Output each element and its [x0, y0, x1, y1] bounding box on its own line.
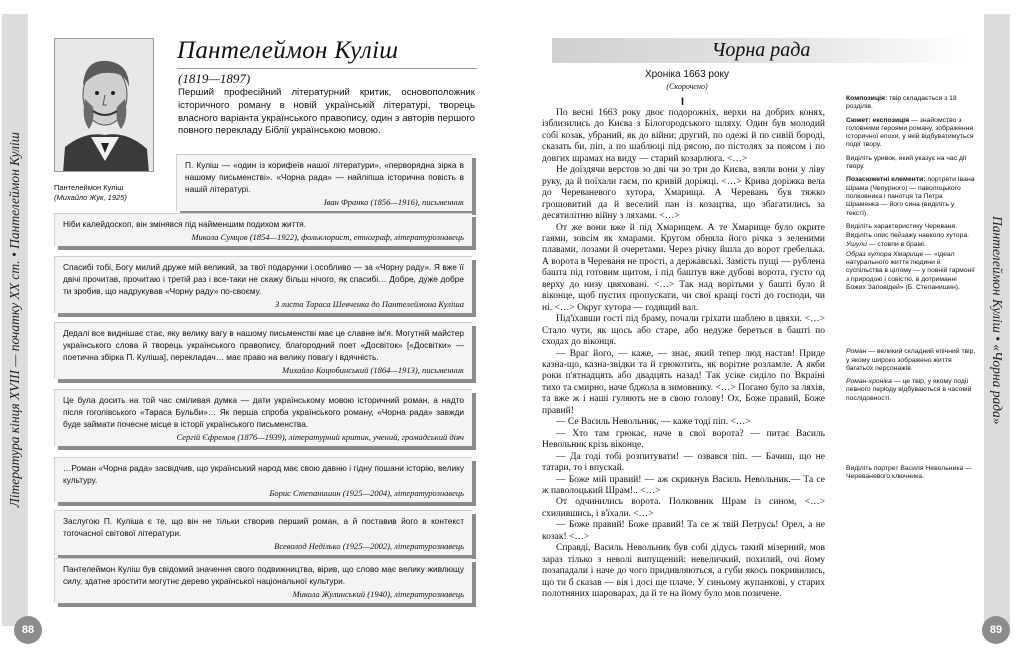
chapter-number: I — [681, 96, 685, 108]
quote-text: Заслугою П. Куліша є те, що він не тільки створив перший роман, а й поставив його в контекст тогочасної світової літератури. — [63, 516, 464, 538]
quote-card — [176, 154, 472, 211]
work-title: Чорна рада — [711, 39, 811, 61]
story-paragraph: — Враг його, — каже, — знає, який тепер люд настав! Приде казна-що, казна-звідки та й грюкотить, як ворітне розламле. А якби роки п'ятнадцять або двадцять назад! Так усіке сиділо по Вкраїні тихо та смирно, наче бджола в зимовнику. <…> Погано було за ляхів, та вже ж і наші гуляють не в свою голову! Ох, Боже правий, Боже правий! — [542, 348, 825, 416]
margin-note — [846, 176, 976, 217]
quote-author: Сергій Єфремов (1876—1939), літературний критик, учений, громадський діяч — [176, 432, 464, 442]
quote-author: Всеволод Неділько (1925—2002), літературознавець — [274, 541, 464, 551]
quote-text: Пантелеймон Куліш був свідомий значення свого подвижництва, вірив, що слово має велику живлющу силу, здатне зростити могутнє дерево української національної культури. — [63, 564, 464, 586]
page-number-right: 89 — [982, 616, 1010, 644]
note-text: — стовпи в брамі. — [868, 241, 926, 249]
quote-author: З листа Тараса Шевченка до Пантелеймона Куліша — [274, 299, 464, 309]
quote-card — [54, 213, 472, 246]
note-text: — це твір, у якому події певного періоду відбуваються в часовій послідовності. — [846, 378, 972, 402]
quote-card — [54, 389, 472, 446]
note-term: Композиція: — [846, 95, 888, 102]
margin-note — [846, 117, 976, 150]
story-paragraph: Не доїздячи верстов зо дві чи зо три до Києва, взяли вони у ліву руку, да й поїхали гаєм, по кривій доріжці. <…> Крива доріжка вела до Череваневого хутора, Хмарища. А Черевань був тяжко грошовитий да й веселий пан із козацтва, що збагатились за десятилітню війну з ляхами. <…> — [542, 165, 825, 222]
note-term: Роман-хроніка — [846, 378, 892, 386]
story-paragraph: Під'їхавши гості під браму, почали гріхати шаблею в цвяхи. <…> Стало чути, як щось або старе, або недуже береться в башті по сходах до віконця. — [542, 314, 825, 348]
note-term: Образ хутора Хмарище — [846, 250, 924, 258]
quote-text: …Роман «Чорна рада» засвідчив, що український народ має свою давню і гідну пошани історію, велику культуру. — [63, 463, 464, 485]
story-paragraph: — Да годі тобі розпитувати! — озвався піп. — Бачиш, що не татари, то і впускай. — [542, 451, 825, 474]
margin-note — [846, 251, 976, 292]
margin-note — [846, 155, 976, 172]
abridged-note: (Скорочено) — [666, 82, 708, 91]
story-paragraph: — Се Василь Невольник, — каже тоді піп. <…> — [556, 417, 751, 428]
story-paragraph: — Боже мій правий! — аж скрикнув Василь Невольник.— Та се ж паволоцький Шрам!.. <…> — [542, 474, 825, 496]
left-spine — [2, 14, 28, 626]
quote-text: Це була досить на той час сміливая думка — дати українському мовою історичний роман, а надто після гоголівського «Тараса Бульби»… Як перша спроба українського роману, «Чорна рада» завжди буде займати почесне місце в історії українського письменства. — [63, 395, 464, 429]
left-spine-text: Література кінця XVIII — початку XX ст. • Пантелеймон Куліш — [7, 132, 22, 508]
quote-card — [54, 558, 472, 603]
margin-note — [846, 95, 976, 112]
title-divider — [177, 68, 477, 69]
quote-card — [54, 510, 472, 555]
note-term: Роман — [846, 348, 867, 356]
note-text: твір складається з 18 розділів. — [846, 95, 957, 111]
story-paragraph: По весні 1663 року двоє подорожніх, верхи на добрих конях, ізблизились до Києва з Білогородського шляху. Один був молодий собі козак, убраний, як до війни; другий, по одежі й по сивій бороді, сказать би, піп, а по шаблюці під рясою, по пістолях за поясом і по довгих шрамах на виду — старий козарлюга. <…> — [542, 108, 825, 164]
author-bio: Перший професійний літературний критик, основоположник історичного роману в новій українській літературі, творець власного варіанта українського правопису, один з авторів першого повного перекладу Біблії українською мовою. — [178, 87, 475, 137]
note-text: — великий складний епічний твір, у якому широко зображено життя багатьох персонажів. — [846, 348, 976, 372]
author-years: (1819—1897) — [178, 71, 251, 86]
story-text — [542, 108, 825, 600]
story-paragraph: — Хто там грюкає, наче в свої ворота? — питає Василь Невольник крізь віконце. — [542, 428, 825, 451]
author-portrait — [54, 38, 154, 172]
quote-text: Спасибі тобі, Богу милий друже мій великий, за твої подарунки і особливо — за «Чорну раду». Я вже її двічі прочитав, прочитаю і третій раз і все-таки не скажу більш нічого, як спасибі… Добре, дуже добре ти зробив, що надрукував «Чорну раду» по-своєму. — [63, 262, 464, 296]
note-text: — знайомство з головними героями роману, зображення історичної епохи, у якій відбуватимуться події твору. — [846, 116, 974, 149]
note-text: портрети Івана Шрама (Чепурного) — паволоцького полковника і панотця та Петра Шраменка — його сина (виділіть у тексті). — [846, 176, 975, 217]
story-paragraph: — Боже правий! Боже правий! Та се ж твій Петрусь! Орел, а не козак! <…> — [542, 520, 825, 542]
story-paragraph: От одчинились ворота. Полковник Шрам із сином, <…> схилившись, і в'їхали. <…> — [542, 497, 825, 519]
margin-note — [846, 223, 976, 231]
margin-note — [846, 378, 976, 403]
author-name: Пантелеймон Куліш — [177, 37, 399, 64]
quote-author: Борис Степанишин (1925—2004), літературознавець — [269, 488, 464, 498]
margin-note — [846, 465, 976, 482]
margin-notes — [846, 95, 976, 487]
note-text: Виділіть опис пейзажу навколо хутора. — [846, 232, 970, 240]
portrait-caption-name: Пантелеймон Куліш — [54, 183, 124, 192]
margin-note — [846, 348, 976, 373]
quote-author: Михайло Коцюбинський (1864—1913), письменник — [282, 365, 464, 375]
portrait-caption — [54, 183, 184, 203]
quote-card — [54, 457, 472, 502]
quote-text: П. Куліш — «один із корифеїв нашої літератури», «перворядна зірка в нашому письменстві». «Чорна рада» — найліпша історична повість в нашій літературі. — [185, 160, 464, 194]
quote-author: Микола Сумцов (1854—1922), фольклорист, етнограф, літературознавець — [191, 232, 464, 242]
margin-note — [846, 241, 976, 249]
note-term: Сюжет: експозиція — [846, 116, 910, 124]
note-text: Виділіть характеристику Череваня. — [846, 222, 958, 230]
work-subtitle: Хроніка 1663 року — [644, 69, 730, 80]
note-text: — «ідеал натурального життя людини й суспільства в цілому — у повній гармонії з природою і совістю, в дотриманні Божих Заповідей» (Б. Степанишин). — [846, 250, 975, 291]
quote-text: Ніби калейдоскоп, він змінявся під найменшим подихом життя. — [63, 219, 307, 229]
note-text: Виділіть уривок, який указує на час дії твору. — [846, 154, 967, 171]
quote-card — [54, 322, 472, 379]
quote-author: Іван Франко (1856—1916), письменник — [323, 197, 464, 207]
story-paragraph: От же вони вже й під Хмарищем. А те Хмарище було окрите гаями, зовсім як хмарами. Кругом обняла його річка з зеленими плавами, лозами й очеретами. Через річку йшла до ворот гребелька. А ворота в Череваня не прості, а державські. Замість пущі — рублена башта під готовим щитом, і під баштув вже дубові ворота, густо од верху до низу цвяховані. <…> Так над ворітьми у башті було й віконце, щоб пустих пропускати, чи свої кращі гості до господи, чи ні. <…> Округ хутора — годящий вал. — [542, 222, 825, 313]
portrait-caption-artist: (Михайло Жук, 1925) — [54, 193, 127, 202]
note-term: Позасюжетні елементи: — [846, 176, 926, 184]
right-spine — [984, 14, 1010, 626]
note-text: Виділіть портрет Василя Невольника — Череваневого ключника. — [846, 465, 972, 481]
right-spine-text: Пантелеймон Куліш • «Чорна рада» — [990, 215, 1005, 425]
quote-card — [54, 256, 472, 313]
quote-author: Микола Жулинський (1940), літературознавець — [292, 589, 464, 599]
page-number-left: 88 — [14, 616, 42, 644]
margin-note — [846, 232, 976, 240]
story-paragraph: Справді, Василь Невольник був собі дідусь такий мізерний, мов зараз тілько з неволі випущений: невеличкий, похилий, очі йому позападали і наче до чого придивляються, а губи якось покривились, що ти б сказав — вія і досі ще плаче. У синьому жупанкові, у старих полотняних шароварах, да й те на йому було мов позичене. — [542, 543, 825, 600]
note-term: Ушули — [846, 241, 867, 249]
quote-text: Дедалі все виднішає стає, яку велику вагу в нашому письменстві має це славне ім'я. Могутній майстер українського слова й творець українського правопису, благородний поет «Досвіток» [«Досвітки» — поетична збірка П. Куліша], перекладач… має право на велику повагу і вдячність. — [63, 328, 464, 362]
